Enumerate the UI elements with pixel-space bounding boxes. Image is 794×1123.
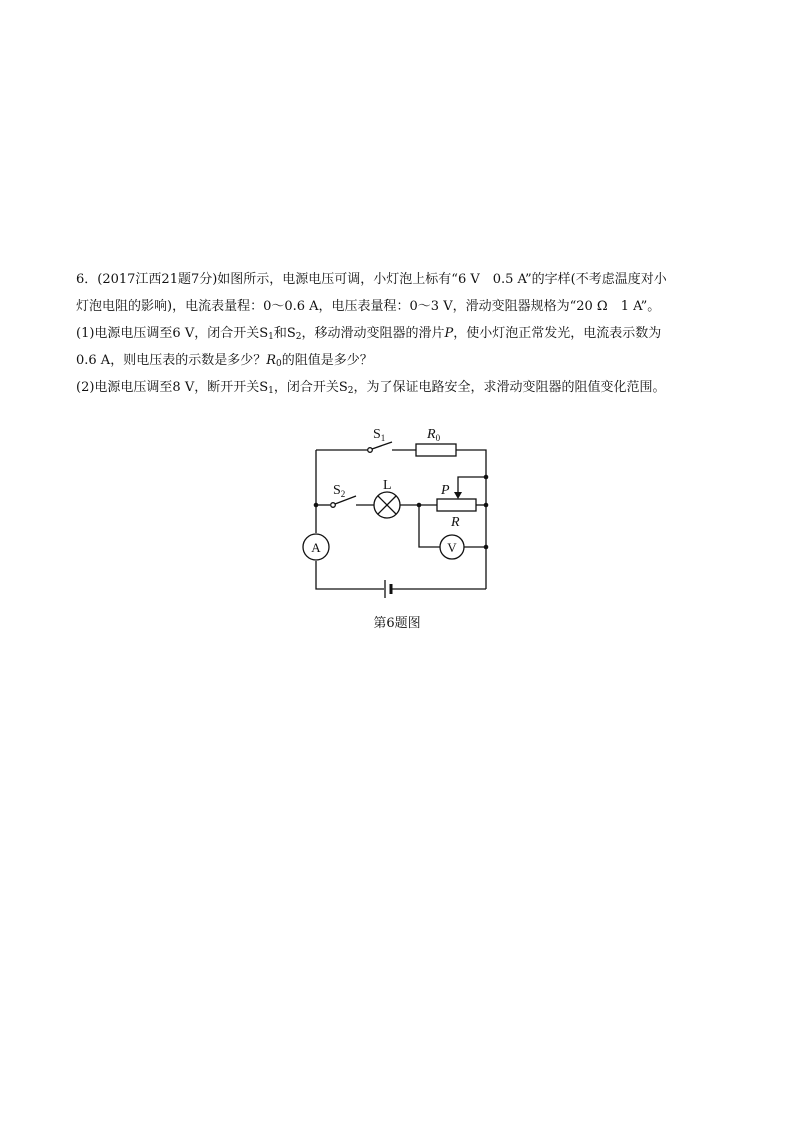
label-r0: $R_0$ <box>427 427 441 443</box>
part1-text-f: 的阻值是多少？ <box>281 353 373 368</box>
question-part-2 <box>76 374 736 401</box>
slider-arrow-icon <box>454 492 462 499</box>
question-part-1-cont <box>76 347 736 374</box>
part1-r0: R <box>266 353 276 368</box>
figure-caption: 第6题图 <box>373 616 421 631</box>
label-r0-sub: 0 <box>435 433 441 443</box>
label-s2: $S_2$ <box>333 483 346 499</box>
battery-icon <box>385 580 391 598</box>
question-part-1 <box>76 320 736 347</box>
resistor-r0 <box>416 444 456 456</box>
part1-slider-p: P <box>444 326 454 341</box>
switch-s1 <box>368 442 392 452</box>
part1-r0-sub: 0 <box>276 359 282 369</box>
lamp-icon <box>374 492 400 518</box>
part1-sub-s1: 1 <box>268 332 274 342</box>
wire-top-right <box>456 450 486 589</box>
question-line-2: 灯泡电阻的影响)，电流表量程：0～0.6 A，电压表量程：0～3 V，滑动变阻器规格为“20 Ω 1 A”。 <box>76 299 661 314</box>
label-s2-sub: 2 <box>340 489 346 499</box>
label-s1-sub: 1 <box>380 433 386 443</box>
part1-sub-s2: 2 <box>295 332 302 342</box>
wire-slider <box>458 477 486 494</box>
wire-left-lower <box>316 561 384 589</box>
label-rheostat: R <box>451 515 460 530</box>
part1-text-d: ，使小灯泡正常发光，电流表示数为 <box>453 326 662 341</box>
part1-text-a: (1)电源电压调至6 V，闭合开关S <box>76 326 269 341</box>
circuit-diagram <box>290 420 510 600</box>
part2-text-c: ，为了保证电路安全，求滑动变阻器的阻值变化范围。 <box>353 380 666 395</box>
part1-text-c: ，移动滑动变阻器的滑片 <box>301 326 445 341</box>
label-voltmeter: V <box>447 540 457 555</box>
part2-sub-s2: 2 <box>347 386 354 396</box>
part2-sub-s1: 1 <box>268 386 274 396</box>
question-text <box>76 266 736 401</box>
part1-text-b: 和S <box>273 326 296 341</box>
part1-text-e: 0.6 A，则电压表的示数是多少？ <box>76 353 267 368</box>
label-s1: $S_1$ <box>373 427 386 443</box>
label-slider-p: P <box>441 483 450 498</box>
question-line-1: 6．(2017江西21题7分)如图所示，电源电压可调，小灯泡上标有“6 V 0.5 A”的字样(不考虑温度对小 <box>76 272 667 287</box>
label-lamp: L <box>383 478 392 493</box>
label-ammeter: A <box>311 540 321 555</box>
part2-text-a: (2)电源电压调至8 V，断开开关S <box>76 380 269 395</box>
rheostat-r <box>437 499 476 511</box>
part2-text-b: ，闭合开关S <box>273 380 348 395</box>
